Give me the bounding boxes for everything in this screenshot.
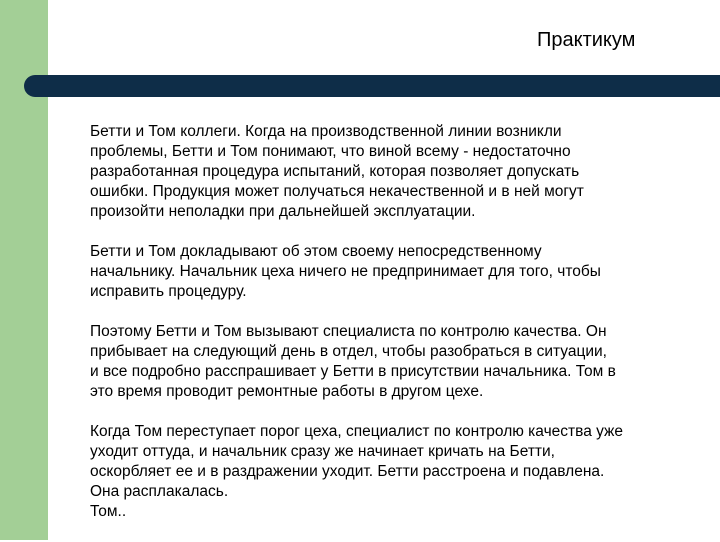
- text-line: проблемы, Бетти и Том понимают, что виной всему - недостаточно: [90, 143, 571, 160]
- text-line: начальнику. Начальник цеха ничего не предпринимает для того, чтобы: [90, 263, 601, 280]
- paragraph-3: [90, 322, 690, 402]
- page-title: Практикум: [537, 29, 636, 51]
- text-line: оскорбляет ее и в раздражении уходит. Бетти расстроена и подавлена.: [90, 463, 605, 480]
- text-line: ошибки. Продукция может получаться некачественной и в ней могут: [90, 183, 584, 200]
- text-line: разработанная процедура испытаний, которая позволяет допускать: [90, 163, 580, 180]
- text-line: Бетти и Том докладывают об этом своему непосредственному: [90, 243, 542, 260]
- paragraph-1: [90, 122, 690, 222]
- text-line: уходит оттуда, и начальник сразу же начинает кричать на Бетти,: [90, 443, 555, 460]
- text-line: Том..: [90, 503, 127, 520]
- text-line: произойти неполадки при дальнейшей эксплуатации.: [90, 203, 476, 220]
- text-line: Когда Том переступает порог цеха, специалист по контролю качества уже: [90, 423, 624, 440]
- text-line: Поэтому Бетти и Том вызывают специалиста по контролю качества. Он: [90, 323, 607, 340]
- text-line: прибывает на следующий день в отдел, чтобы разобраться в ситуации,: [90, 343, 607, 360]
- story-text: [90, 122, 690, 542]
- text-line: исправить процедуру.: [90, 283, 247, 300]
- paragraph-4: [90, 422, 690, 522]
- paragraph-2: [90, 242, 690, 302]
- text-line: Бетти и Том коллеги. Когда на производственной линии возникли: [90, 123, 562, 140]
- text-line: Она расплакалась.: [90, 483, 229, 500]
- text-line: и все подробно расспрашивает у Бетти в присутствии начальника. Том в: [90, 363, 616, 380]
- header-divider-bar: [24, 75, 720, 97]
- text-line: это время проводит ремонтные работы в другом цехе.: [90, 383, 484, 400]
